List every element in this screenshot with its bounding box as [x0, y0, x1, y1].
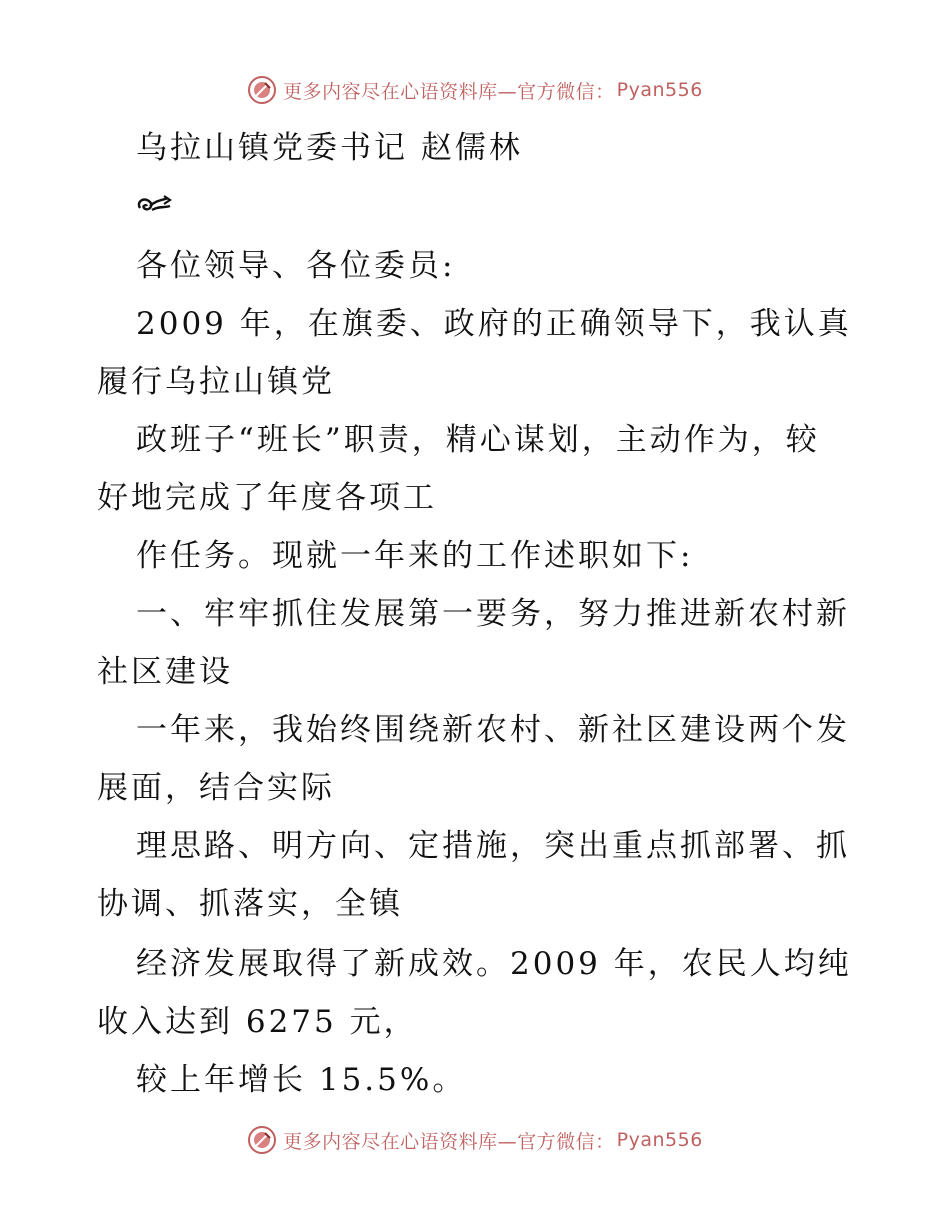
brand-logo-icon: [247, 1125, 277, 1155]
salutation: 各位领导、各位委员:: [136, 248, 456, 284]
section-heading-line: 社区建设: [97, 654, 233, 690]
watermark-text: 更多内容尽在心语资料库—官方微信：: [283, 1130, 615, 1153]
watermark-wechat-id: Pyan556: [616, 79, 703, 101]
paragraph-line: 2009 年，在旗委、政府的正确领导下，我认真: [136, 306, 852, 342]
watermark-text: 更多内容尽在心语资料库—官方微信：: [283, 80, 615, 103]
brand-logo-icon: [247, 75, 277, 105]
paragraph-line: 展面，结合实际: [97, 770, 335, 806]
watermark-footer: [0, 1120, 950, 1160]
paragraph-line: 理思路、明方向、定措施，突出重点抓部署、抓: [136, 828, 850, 864]
paragraph-line: 协调、抓落实，全镇: [97, 886, 403, 922]
section-heading-line: 一、牢牢抓住发展第一要务，努力推进新农村新: [136, 596, 850, 632]
author-line: 乌拉山镇党委书记 赵儒林: [136, 130, 523, 166]
paragraph-line: 作任务。现就一年来的工作述职如下:: [136, 538, 694, 574]
paragraph-line: 经济发展取得了新成效。2009 年，农民人均纯: [136, 946, 852, 982]
paragraph-line: 收入达到 6275 元，: [97, 1004, 418, 1040]
watermark-header: [0, 70, 950, 110]
paragraph-line: 好地完成了年度各项工: [97, 480, 437, 516]
paragraph-line: 履行乌拉山镇党: [97, 364, 335, 400]
paragraph-line: 较上年增长 15.5%。: [136, 1062, 467, 1098]
watermark-wechat-id: Pyan556: [616, 1129, 703, 1151]
paragraph-line: 政班子“班长”职责，精心谋划，主动作为，较: [136, 422, 820, 458]
ornament-icon: [134, 192, 174, 218]
paragraph-line: 一年来，我始终围绕新农村、新社区建设两个发: [136, 712, 850, 748]
